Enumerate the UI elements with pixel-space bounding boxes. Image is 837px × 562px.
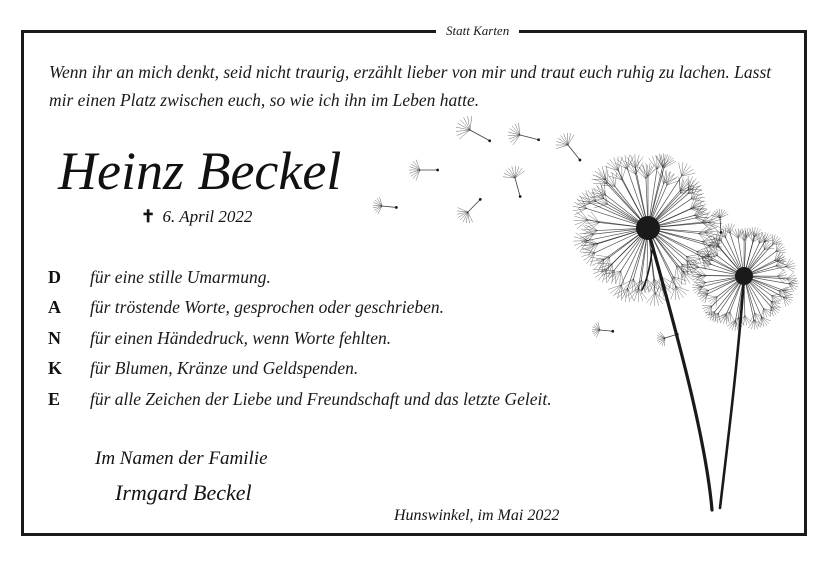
header-label: Statt Karten [436,23,519,39]
signer-name: Irmgard Beckel [115,480,252,505]
thanks-text: für eine stille Umarmung. [90,266,271,287]
motto-text: Wenn ihr an mich denkt, seid nicht traurig, erzählt lieber von mir und traut euch ruhig zu lachen. Lasst mir einen Platz zwischen euch, so wie ich ihn im Leben hatte. [49,62,772,110]
thanks-text: für Blumen, Kränze und Geldspenden. [90,358,359,379]
death-date: 6. April 2022 [162,207,253,226]
thanks-letter: N [48,327,61,348]
death-date-line [141,206,252,228]
thanks-letter: D [48,266,61,287]
thanks-text: für alle Zeichen der Liebe und Freundschaft und das letzte Geleit. [90,388,552,409]
thanks-letter: E [48,388,61,409]
thanks-text: für einen Händedruck, wenn Worte fehlten. [90,327,392,348]
thanks-letter: K [48,358,63,379]
dandelion-illustration-icon [360,110,800,520]
deceased-name: Heinz Beckel [58,141,342,201]
thanks-letter: A [48,297,61,318]
thanks-text: für tröstende Worte, gesprochen oder geschrieben. [90,297,444,318]
cross-icon: ✝ [141,207,156,226]
family-line: Im Namen der Familie [95,448,268,469]
place-date: Hunswinkel, im Mai 2022 [394,507,560,524]
